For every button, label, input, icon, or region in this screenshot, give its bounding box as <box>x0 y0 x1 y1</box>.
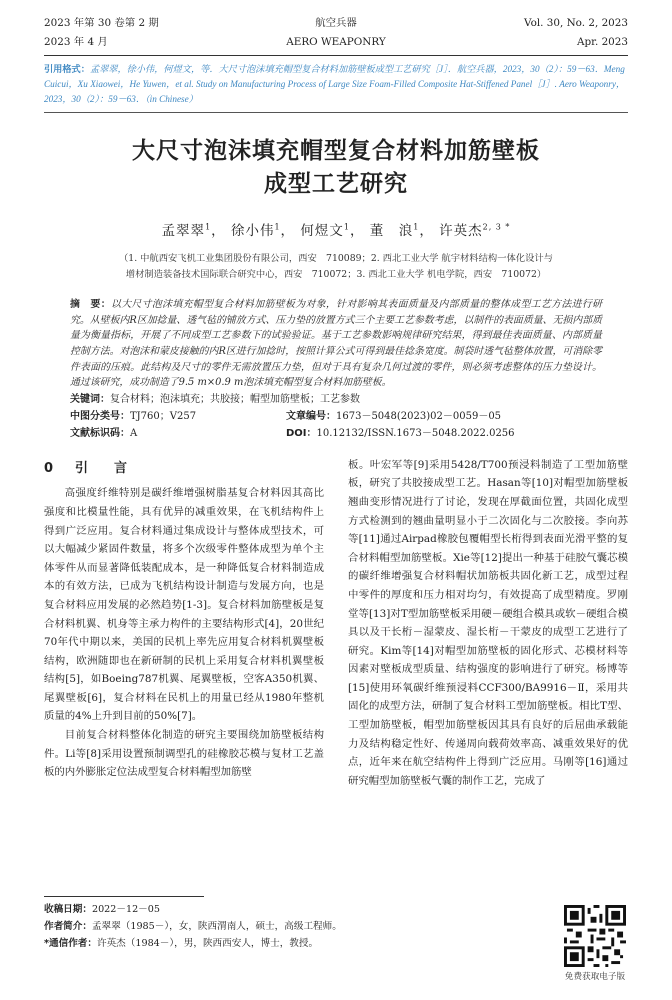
footnote-rule <box>44 896 204 897</box>
author <box>300 223 350 239</box>
author-affil-mark: 1 <box>343 222 350 232</box>
journal-name <box>239 14 434 51</box>
intro-paragraph-2-continued: 板。叶宏军等[9]采用5428/T700预浸料制造了工型加筋壁板，研究了共胶接成型工艺。Hasan等[10]对帽型加筋壁板翘曲变形情况进行了讨论，发现在厚截面位置，共固化成型方式检测到的翘曲量明显小于二次固化与二次胶接。李向苏等[11]通过Airpad橡胶包覆帽型长桁得到表面光滑平整的复合材料帽型加筋壁板。Xie等[12]提出一种基于硅胶气囊芯模的碳纤维增强复合材料帽状加筋板共固化新工艺，成型过程中零件的厚度和压力相对均匀，有效提高了成型精度。罗刚堂等[13]对T型加筋壁板采用硬－硬组合模具或软－硬组合模具以及干长桁－湿蒙皮、湿长桁－干蒙皮的成型工艺进行了研究。Kim等[14]对帽型加筋壁板的固化形式、芯模材料等因素对壁板成型质量、结构强度的影响进行了研究。杨博等[15]使用环氧碳纤维预浸料CCF300/BA9916－Ⅱ，采用共固化的成型方法，研制了复合材料工型加筋壁板。相比T型、工型加筋壁板，帽型加筋壁板因其具有良好的后屈曲承载能力及结构稳定性好、传递周向载荷效率高、减重效果好的优点，近年来在航空结构件上得到广泛应用。马刚等[16]通过研究帽型加筋壁板气囊的制作工艺，完成了 <box>348 458 628 787</box>
left-column <box>44 456 324 791</box>
author-bio-label: 作者简介： <box>44 921 92 932</box>
corresponding-value: 许英杰（1984－），男，陕西西安人，博士，教授。 <box>97 938 319 949</box>
doi-label: DOI： <box>286 427 317 439</box>
author-bio <box>44 918 454 935</box>
intro-paragraph-2: 目前复合材料整体化制造的研究主要围绕加筋壁板结构件。Li等[8]采用设置预制调型孔的硅橡胶芯模与复材工艺盖板的内外膨胀定位法成型复合材料帽型加筋壁 <box>44 729 324 779</box>
abstract-label: 摘 要： <box>70 299 111 311</box>
author-affil-mark: 1 <box>205 222 212 232</box>
author-affil-mark: 1 <box>413 222 420 232</box>
corresponding-author <box>44 935 454 952</box>
journal-name-cn: 航空兵器 <box>315 17 357 29</box>
issue-volume-en: Vol. 30, No. 2, 2023 <box>524 17 629 29</box>
clc-value: TJ760；V257 <box>130 410 197 422</box>
issue-date-en: Apr. 2023 <box>576 35 629 48</box>
footnote <box>44 896 454 952</box>
title-line-1: 大尺寸泡沫填充帽型复合材料加筋壁板 <box>132 138 540 165</box>
qr-code-icon[interactable] <box>564 905 626 967</box>
article-number-label: 文章编号： <box>286 410 336 422</box>
abstract <box>44 297 628 391</box>
body-columns <box>44 456 628 791</box>
issue-volume: 2023 年第 30 卷第 2 期 <box>44 17 159 29</box>
author-affil-mark: 2, 3 * <box>482 222 511 232</box>
received-value: 2022－12－05 <box>91 904 160 915</box>
citation-label: 引用格式： <box>44 64 90 75</box>
received-date <box>44 901 454 918</box>
section-number: 0 <box>44 460 54 476</box>
qr-code-block[interactable] <box>560 905 630 982</box>
issue-info-en <box>433 14 628 51</box>
author-bio-value: 孟翠翠（1985－），女，陕西渭南人，硕士，高级工程师。 <box>91 921 342 932</box>
right-column <box>348 456 628 791</box>
author-name: 徐小伟 <box>230 223 275 240</box>
author-name: 孟翠翠 <box>161 223 206 240</box>
journal-header <box>44 14 628 51</box>
keywords <box>44 392 628 408</box>
doi-value: 10.12132/ISSN.1673－5048.2022.0256 <box>316 427 515 439</box>
document-code-value: A <box>130 427 138 439</box>
citation-text: 孟翠翠，徐小伟，何煜文，等．大尺寸泡沫填充帽型复合材料加筋壁板成型工艺研究［J］．航空兵器，2023，30（2）：59－63．Meng Cuicui，Xu Xiaowei，He Yuwen，et al. Study on Manufacturing Process of Large Size Foam-Filled Composite Hat-Stiffened Panel［J］. Aero Weaponry，2023，30（2）：59－63．（in Chinese） <box>44 64 626 105</box>
article-number-value: 1673－5048(2023)02－0059－05 <box>336 410 502 422</box>
author <box>162 223 212 239</box>
abstract-text: 以大尺寸泡沫填充帽型复合材料加筋壁板为对象，针对影响其表面质量及内部质量的整体成型工艺方法进行研究。从壁板内R区加捻量、透气毡的铺放方式、压力垫的放置方式三个主要工艺参数考虑，以制件的表面质量、无损内部质量为衡量指标，开展了不同成型工艺参数下的试验验证。基于工艺参数影响规律研究结果，得到最佳表面质量、内部质量控制方法。对泡沫和蒙皮接触的内R区进行加捻时，按照计算公式可得到最佳捻条宽度。制袋时透气毡整体放置，可消除零件表面的压痕。此结构及尺寸的零件无需放置压力垫，但对于具有复杂几何过渡的零件，则必须考虑整体的压力垫设计。通过该研究，成功制造了9.5 m×0.9 m泡沫填充帽型复合材料加筋壁板。 <box>70 299 602 389</box>
intro-paragraph-1: 高强度纤维特别是碳纤维增强树脂基复合材料因其高比强度和比模量性能，具有优异的减重效果，在飞机结构件上得到广泛应用。复合材料通过集成设计与整体成型技术，可以大幅减少紧固件数量，将多个次级零件整体成型为单个主体零件从而显著降低装配成本，是一种降低复合材料制造成本的有效方法，已成为飞机结构设计制造与发展方向，也是复合材料应用发展的必然趋势[1-3]。复合材料加筋壁板是复合材料机翼、机身等主承力构件的主要结构形式[4]，20世纪70年代中期以来，美国的民机上率先应用复合材料机翼壁板结构，欧洲随即也在新研制的民机上采用复合材料机翼壁板结构[5]，如Boeing787机翼、尾翼壁板，空客A350机翼、尾翼壁板[6]，复合材料在民机上的用量已经从1980年整机质量的4%上升到目前的50%[7]。 <box>44 487 324 723</box>
author <box>370 223 420 239</box>
journal-name-en: AERO WEAPONRY <box>286 35 386 48</box>
received-label: 收稿日期： <box>44 904 92 915</box>
corresponding-label: *通信作者： <box>44 938 97 949</box>
paper-title <box>44 135 628 201</box>
author <box>439 223 510 239</box>
clc-number <box>70 408 286 425</box>
section-title: 引言 <box>75 460 154 476</box>
title-line-2: 成型工艺研究 <box>264 171 408 198</box>
document-code-label: 文献标识码： <box>70 427 130 439</box>
header-rule <box>44 55 628 56</box>
article-metadata <box>44 408 628 442</box>
issue-info <box>44 14 239 51</box>
affiliations <box>44 251 628 283</box>
citation-rule <box>44 112 628 113</box>
affiliation-line-2: 增材制造装备技术国际联合研究中心，西安 710072；3. 西北工业大学 机电学院，西安 710072） <box>125 269 547 281</box>
qr-caption: 免费获取电子版 <box>564 972 626 982</box>
keywords-label: 关键词： <box>70 393 110 405</box>
issue-date: 2023 年 4 月 <box>44 35 108 48</box>
author-name: 董 浪 <box>369 223 414 240</box>
author-affil-mark: 1 <box>274 222 281 232</box>
section-heading <box>44 460 324 479</box>
keywords-text: 复合材料；泡沫填充；共胶接；帽型加筋壁板；工艺参数 <box>110 393 360 405</box>
article-number <box>286 408 602 425</box>
doi <box>286 425 602 442</box>
citation-format <box>44 62 628 107</box>
affiliation-line-1: （1. 中航西安飞机工业集团股份有限公司，西安 710089；2. 西北工业大学 航宇材料结构一体化设计与 <box>119 253 553 265</box>
author-list: 孟翠翠$^1$， 徐小伟$^1$， 何煜文$^1$， 董 浪$^1$， 许英杰$^{2, 3 *}$ <box>161 222 511 240</box>
clc-label: 中图分类号： <box>70 410 130 422</box>
document-code <box>70 425 286 442</box>
author <box>231 223 281 239</box>
author-name: 许英杰 <box>439 223 483 240</box>
author-name: 何煜文 <box>300 223 344 240</box>
